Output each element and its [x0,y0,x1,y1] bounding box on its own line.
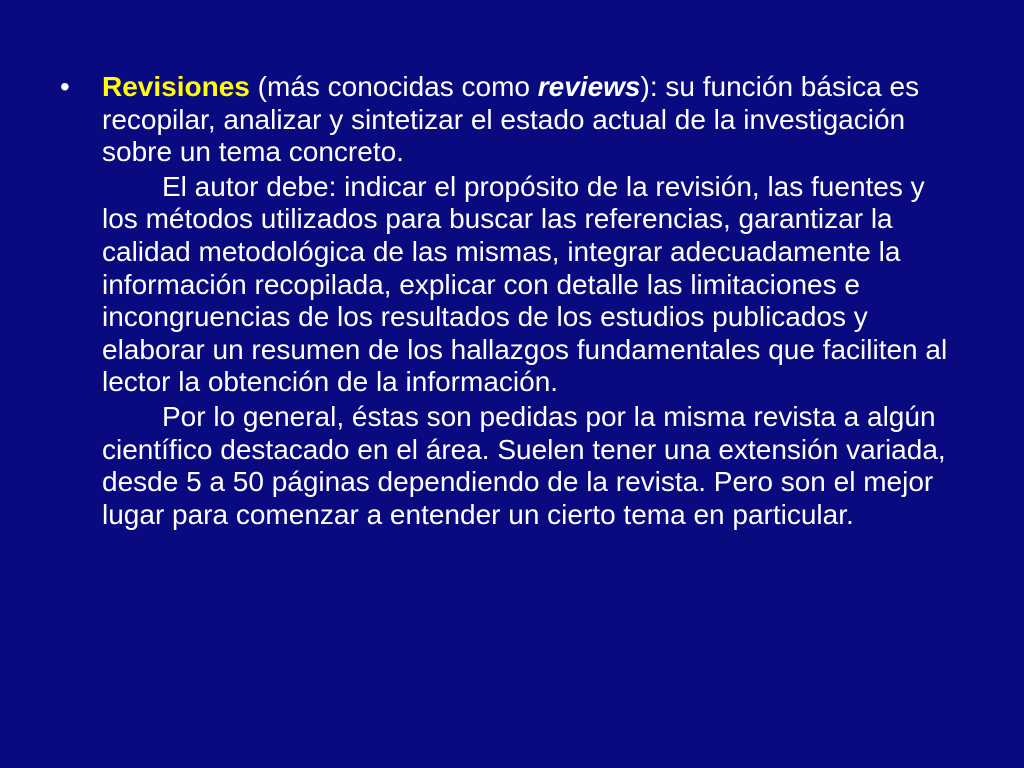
intro-text-post: ): su función básica es recopilar, analizar y sintetizar el estado actual de la investigación sobre un tema concreto. [102,71,920,168]
bullet-marker: • [60,71,70,102]
intro-paragraph [102,71,964,169]
highlighted-term: Revisiones [102,71,250,102]
body-paragraph-2 [102,171,964,399]
body-paragraph-3 [102,401,964,531]
paragraph-3-text: Por lo general, éstas son pedidas por la misma revista a algún científico destacado en el área. Suelen tener una extensión variada, desde 5 a 50 páginas dependiendo de la revista. Pero son el mejor lugar para comenzar a entender un cierto tema en particular. [102,400,946,530]
slide-body [102,71,964,531]
emphasized-word: reviews [537,71,641,102]
paragraph-2-text: El autor debe: indicar el propósito de la revisión, las fuentes y los métodos utilizados para buscar las referencias, garantizar la calidad metodológica de las mismas, integrar adecuadamente la información recopilada, explicar con detalle las limitaciones e incongruencias de los resultados de los estudios publicados y elaborar un resumen de los hallazgos fundamentales que faciliten al lector la obtención de la información. [102,170,948,398]
intro-text-pre: (más conocidas como [249,71,538,102]
